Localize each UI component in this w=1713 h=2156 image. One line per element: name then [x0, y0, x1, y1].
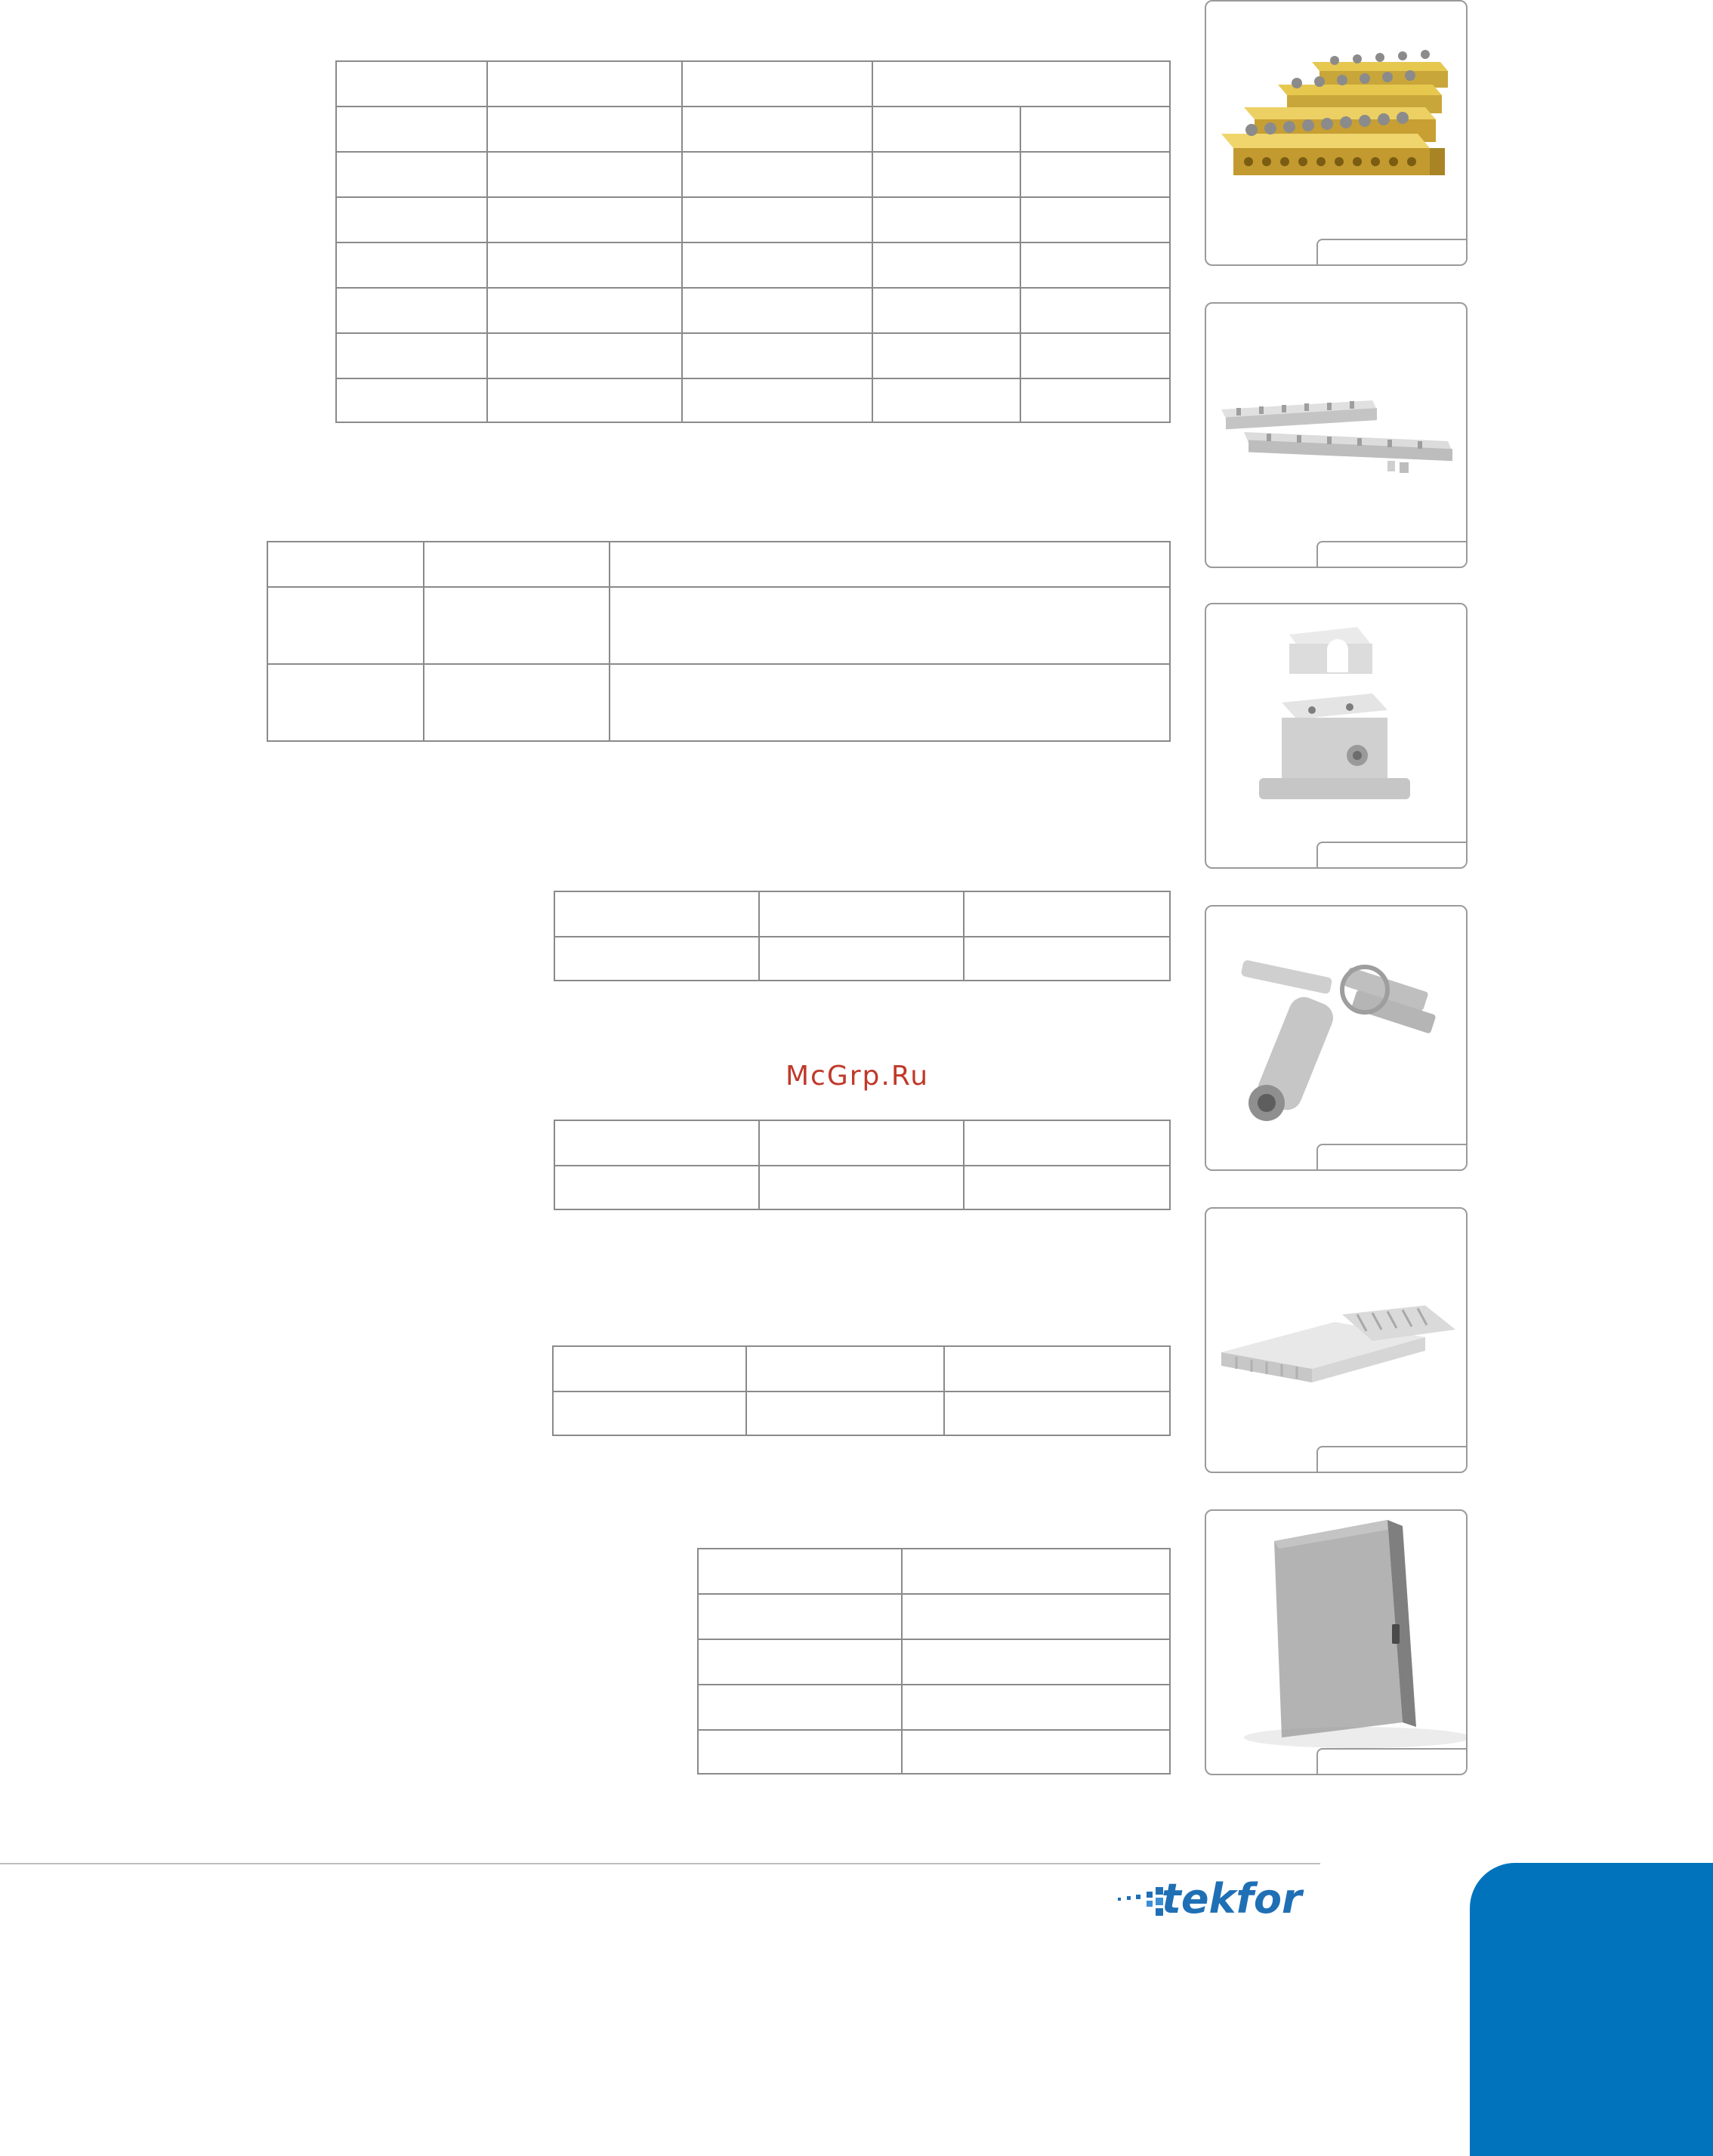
product-card-terminal-block — [1205, 603, 1468, 869]
table-cell — [698, 1639, 902, 1685]
table-cell — [759, 1166, 964, 1209]
spec-table-3 — [554, 891, 1171, 981]
table-cell — [682, 333, 872, 378]
table-row — [336, 242, 1170, 288]
table-row — [553, 1346, 1170, 1392]
table-cell — [487, 242, 682, 288]
table-cell — [487, 61, 682, 107]
table-cell — [759, 1120, 964, 1166]
table-cell — [944, 1346, 1170, 1392]
table-row — [698, 1639, 1170, 1685]
table-cell — [336, 333, 487, 378]
table-cell — [902, 1685, 1170, 1730]
table-row — [336, 152, 1170, 197]
table-cell — [872, 333, 1020, 378]
brass-busbar-set-image — [1206, 2, 1468, 266]
table-cell — [487, 288, 682, 333]
table-cell — [554, 1166, 759, 1209]
table-cell — [1020, 197, 1170, 242]
table-cell — [872, 378, 1020, 422]
table-cell — [424, 664, 610, 741]
table-cell — [698, 1594, 902, 1639]
table-cell — [964, 891, 1170, 937]
card-label-tab — [1316, 842, 1468, 869]
table-cell — [682, 288, 872, 333]
table-cell — [682, 61, 872, 107]
table-cell — [902, 1730, 1170, 1774]
table-row — [336, 333, 1170, 378]
table-cell — [698, 1685, 902, 1730]
table-cell — [698, 1549, 902, 1594]
table-row — [554, 891, 1170, 937]
table-cell — [487, 197, 682, 242]
table-cell — [682, 242, 872, 288]
table-cell — [872, 61, 1170, 107]
table-cell — [759, 937, 964, 981]
card-label-tab — [1316, 541, 1468, 568]
spec-table-6 — [697, 1548, 1171, 1775]
table-cell — [682, 378, 872, 422]
table-cell — [682, 152, 872, 197]
table-cell — [902, 1549, 1170, 1594]
spec-table-2 — [267, 541, 1171, 742]
table-cell — [682, 107, 872, 152]
table-row — [336, 107, 1170, 152]
table-cell — [336, 107, 487, 152]
transparent-door-image — [1206, 1511, 1468, 1775]
table-cell — [554, 891, 759, 937]
product-card-lock — [1205, 905, 1468, 1171]
product-card-door — [1205, 1509, 1468, 1775]
table-row — [698, 1594, 1170, 1639]
table-cell — [336, 197, 487, 242]
table-cell — [872, 107, 1020, 152]
table-cell — [698, 1730, 902, 1774]
spec-table-5 — [552, 1345, 1171, 1436]
table-row — [698, 1685, 1170, 1730]
table-cell — [872, 152, 1020, 197]
table-cell — [964, 937, 1170, 981]
table-row — [267, 542, 1170, 587]
table-cell — [872, 288, 1020, 333]
table-cell — [1020, 107, 1170, 152]
tekfor-logo — [1116, 1876, 1322, 1922]
table-cell — [336, 242, 487, 288]
table-cell — [1020, 333, 1170, 378]
table-cell — [1020, 378, 1170, 422]
table-cell — [746, 1392, 944, 1435]
product-card-din-busbar — [1205, 302, 1468, 568]
table-cell — [424, 587, 610, 664]
table-cell — [964, 1166, 1170, 1209]
table-cell — [336, 61, 487, 107]
table-cell — [553, 1392, 746, 1435]
table-row — [336, 61, 1170, 107]
table-cell — [902, 1639, 1170, 1685]
table-row — [698, 1730, 1170, 1774]
table-row — [267, 664, 1170, 741]
card-label-tab — [1316, 239, 1468, 266]
product-card-brass-busbar — [1205, 0, 1468, 266]
footer-divider — [0, 1863, 1320, 1864]
table-cell — [746, 1346, 944, 1392]
table-row — [553, 1392, 1170, 1435]
watermark-text: McGrp.Ru — [786, 1061, 930, 1092]
table-cell — [554, 937, 759, 981]
table-cell — [1020, 152, 1170, 197]
table-row — [336, 197, 1170, 242]
table-cell — [902, 1594, 1170, 1639]
table-cell — [267, 664, 424, 741]
card-label-tab — [1316, 1446, 1468, 1473]
logo-wordmark: tekfor — [1162, 1875, 1302, 1923]
table-cell — [267, 542, 424, 587]
table-cell — [487, 333, 682, 378]
table-cell — [872, 242, 1020, 288]
table-cell — [336, 288, 487, 333]
table-cell — [944, 1392, 1170, 1435]
table-cell — [1020, 288, 1170, 333]
table-row — [267, 587, 1170, 664]
card-label-tab — [1316, 1748, 1468, 1775]
spec-table-4 — [554, 1120, 1171, 1210]
table-cell — [267, 587, 424, 664]
table-cell — [487, 152, 682, 197]
table-row — [336, 288, 1170, 333]
table-row — [336, 378, 1170, 422]
table-row — [554, 1166, 1170, 1209]
table-cell — [610, 542, 1170, 587]
table-cell — [610, 587, 1170, 664]
table-cell — [682, 197, 872, 242]
table-cell — [610, 664, 1170, 741]
table-cell — [553, 1346, 746, 1392]
terminal-block-image — [1206, 604, 1468, 869]
table-cell — [1020, 242, 1170, 288]
table-cell — [964, 1120, 1170, 1166]
table-cell — [872, 197, 1020, 242]
table-row — [554, 937, 1170, 981]
table-cell — [336, 378, 487, 422]
table-cell — [424, 542, 610, 587]
spec-table-1 — [335, 60, 1171, 423]
blank-cover-strip-image — [1206, 1209, 1468, 1473]
table-cell — [554, 1120, 759, 1166]
product-card-blank-strip — [1205, 1207, 1468, 1473]
lock-and-key-image — [1206, 907, 1468, 1171]
card-label-tab — [1316, 1144, 1468, 1171]
table-cell — [487, 107, 682, 152]
table-row — [554, 1120, 1170, 1166]
din-rail-busbar-image — [1206, 304, 1468, 568]
table-cell — [759, 891, 964, 937]
table-cell — [336, 152, 487, 197]
table-cell — [487, 378, 682, 422]
table-row — [698, 1549, 1170, 1594]
page-corner-tab — [1470, 1863, 1713, 2156]
